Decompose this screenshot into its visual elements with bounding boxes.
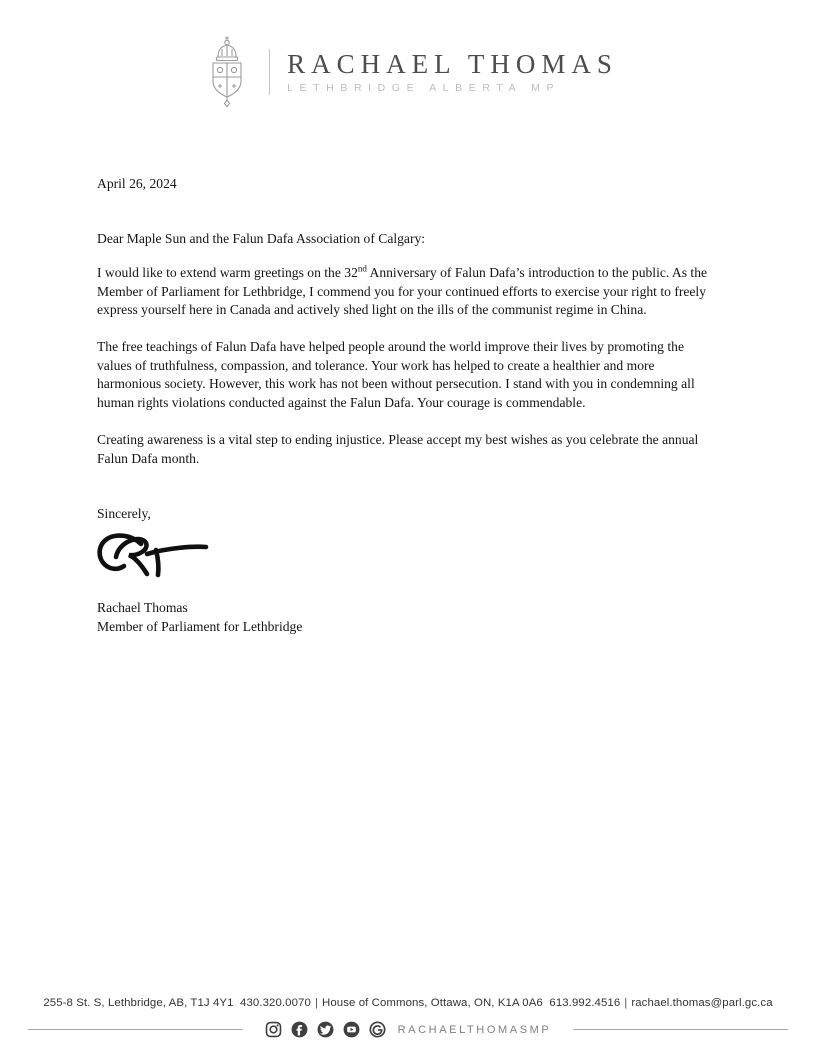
letter-salutation: Dear Maple Sun and the Falun Dafa Association of Calgary: [97, 230, 426, 246]
footer-rule-left [28, 1029, 243, 1030]
letter-date: April 26, 2024 [97, 176, 177, 191]
social-icon-group [265, 1021, 386, 1038]
signer-title: Member of Parliament for Lethbridge [97, 618, 303, 634]
footer-email-link[interactable]: rachael.thomas@parl.gc.ca [631, 997, 773, 1009]
footer-rule-right [573, 1029, 788, 1030]
facebook-icon[interactable] [291, 1021, 308, 1038]
letterhead-text [287, 50, 618, 94]
signature-block [97, 599, 721, 636]
letterhead [0, 0, 816, 108]
footer-divider: | [314, 997, 318, 1009]
letter-paragraph-1 [97, 264, 721, 320]
social-media-row [0, 1021, 816, 1038]
letter-closing: Sincerely, [97, 505, 151, 521]
footer-contact-line [0, 997, 816, 1009]
twitter-icon[interactable] [317, 1021, 334, 1038]
paragraph-1-text: I would like to extend warm greetings on the 32 [97, 265, 358, 281]
letter-paragraph-2: The free teachings of Falun Dafa have helped people around the world improve their lives by promoting the values of truthfulness, compassion, and tolerance. Your work has helped to create a healthier and more harmonious society. However, this work has not been without persecution. I stand with you in condemning all human rights violations conducted against the Falun Dafa. Your courage is commendable. [97, 338, 695, 410]
gettr-icon[interactable] [369, 1021, 386, 1038]
signer-name: Rachael Thomas [97, 600, 188, 616]
letterhead-subtitle: LETHBRIDGE ALBERTA MP [287, 81, 561, 94]
letter-body [97, 175, 721, 636]
instagram-icon[interactable] [265, 1021, 282, 1038]
footer-divider: | [624, 997, 628, 1009]
letterhead-name: RACHAEL THOMAS [287, 49, 618, 80]
lethbridge-office-address: 255-8 St. S, Lethbridge, AB, T1J 4Y1 430.320.0070 [43, 997, 311, 1009]
ottawa-office-address: House of Commons, Ottawa, ON, K1A 0A6 613.992.4516 [322, 997, 621, 1009]
rt-monogram-signature [89, 529, 721, 583]
letter-paragraph-3: Creating awareness is a vital step to ending injustice. Please accept my best wishes as you celebrate the annual Falun Dafa month. [97, 432, 699, 466]
paragraph-1-text-continued: Anniversary of Falun Dafa’s introduction to the public. As the Member of Parliament for Lethbridge, I commend you for your continued efforts to exercise your right to freely express yourself here in Canada and actively shed light on the ills of the communist regime in China. [97, 265, 708, 318]
house-of-commons-crest-icon [198, 36, 256, 108]
page-footer [0, 997, 816, 1056]
letterhead-divider [269, 49, 270, 95]
youtube-icon[interactable] [343, 1021, 360, 1038]
social-handle[interactable]: RACHAELTHOMASMP [397, 1023, 552, 1036]
ordinal-superscript: nd [357, 263, 367, 274]
